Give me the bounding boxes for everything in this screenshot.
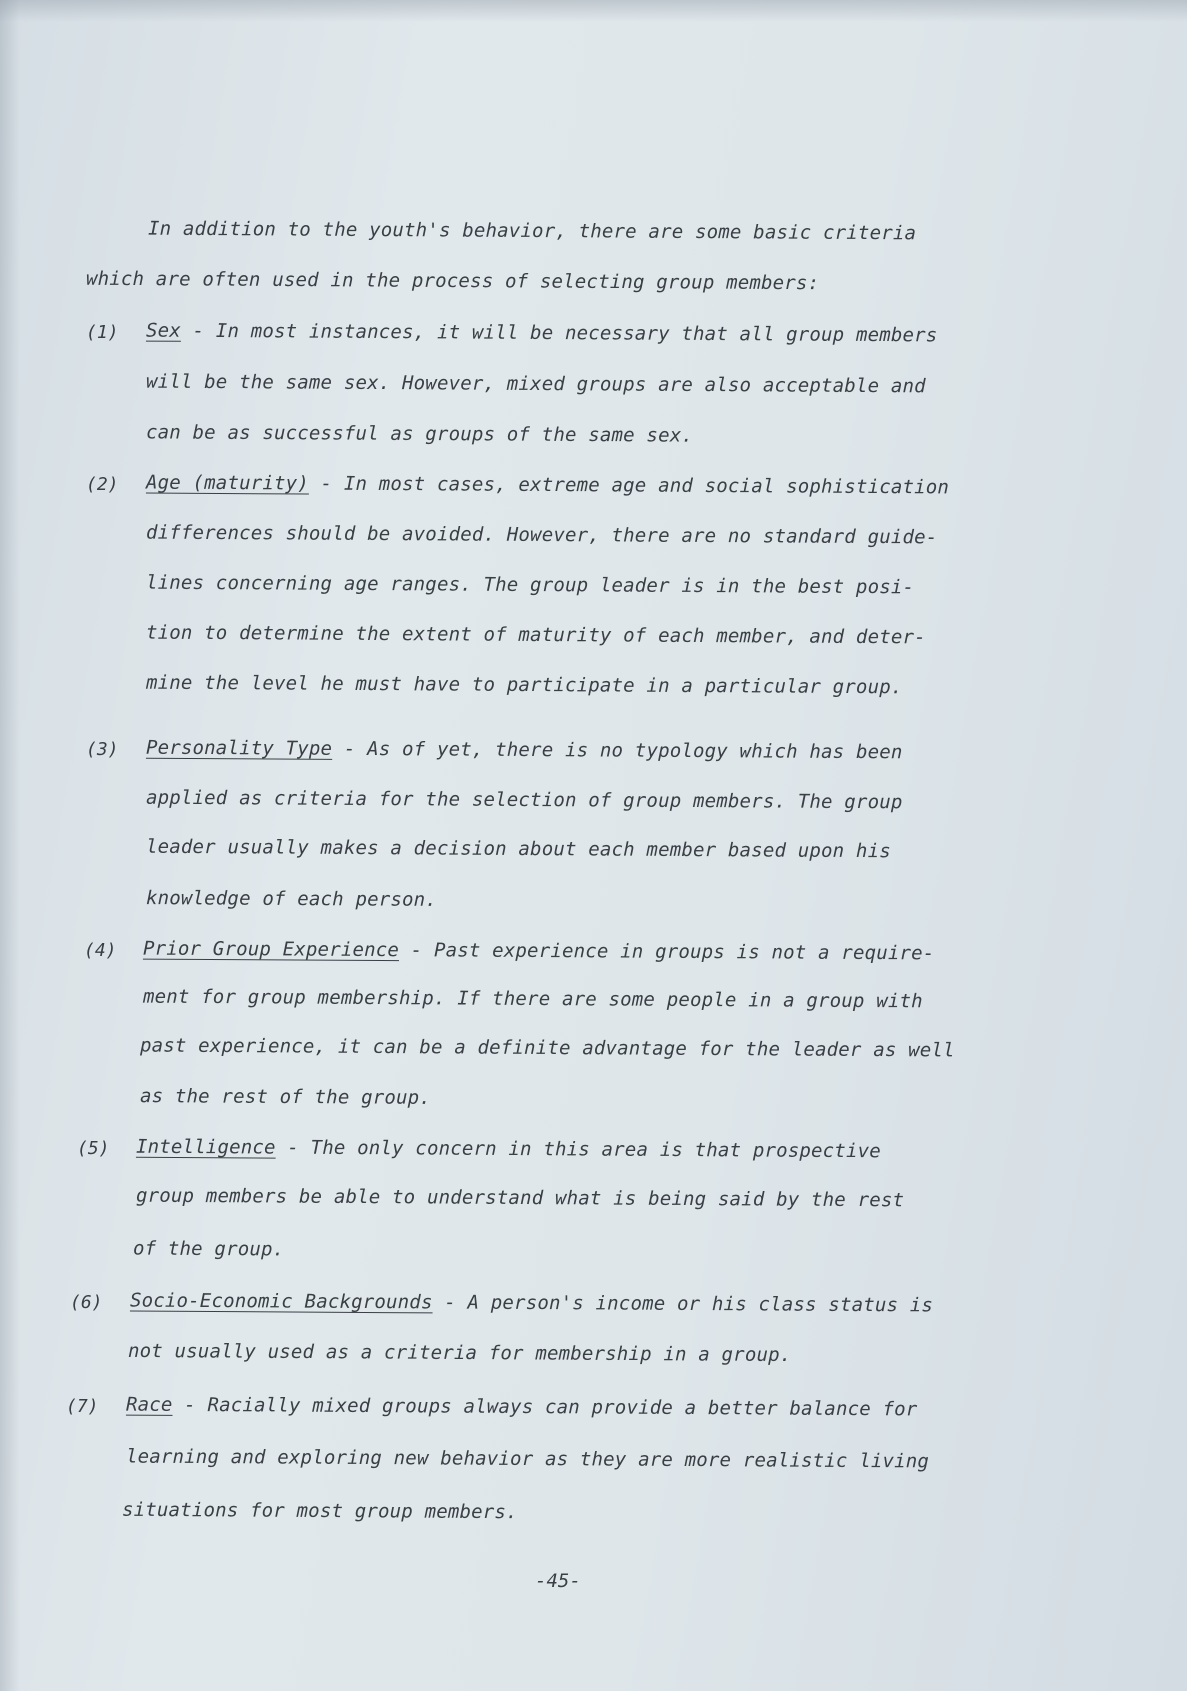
item-2-term: Age (maturity) <box>145 471 310 495</box>
item-4-term: Prior Group Experience <box>142 937 400 962</box>
item-5-number: (5) <box>77 1138 110 1159</box>
item-6-number: (6) <box>70 1292 103 1313</box>
item-2-first-rest: - In most cases, extreme age and social sophistication <box>308 472 950 499</box>
item-4-first-line <box>143 938 935 965</box>
page-shadow-left <box>0 0 20 1691</box>
item-7-line-2: learning and exploring new behavior as they are more realistic living <box>125 1445 930 1473</box>
item-2-line-5: mine the level he must have to participate in a particular group. <box>145 671 903 699</box>
item-1-line-2: will be the same sex. However, mixed groups are also acceptable and <box>145 370 926 398</box>
item-2-line-3: lines concerning age ranges. The group leader is in the best posi- <box>145 571 915 599</box>
item-1-term: Sex <box>145 319 181 342</box>
item-1-line-3: can be as successful as groups of the same sex. <box>145 421 694 447</box>
item-6-line-2: not usually used as a criteria for membership in a group. <box>127 1339 792 1367</box>
item-3-first-line <box>146 737 903 764</box>
item-7-first-rest: - Racially mixed groups always can provide a better balance for <box>172 1393 918 1421</box>
item-5-line-2: group members be able to understand what is being said by the rest <box>135 1184 905 1212</box>
item-5-first-line <box>136 1136 881 1163</box>
item-3-term: Personality Type <box>145 736 333 760</box>
item-5-first-rest: - The only concern in this area is that prospective <box>275 1136 881 1163</box>
item-2-first-line <box>146 472 949 499</box>
item-4-line-4: as the rest of the group. <box>139 1085 432 1109</box>
item-6-first-line <box>130 1290 933 1317</box>
intro-line-1: In addition to the youth's behavior, there are some basic criteria <box>147 217 917 245</box>
item-3-first-rest: - As of yet, there is no typology which has been <box>332 737 903 764</box>
item-4-line-2: ment for group membership. If there are some people in a group with <box>142 985 923 1013</box>
item-1-first-line <box>146 320 938 347</box>
item-4-first-rest: - Past experience in groups is not a require- <box>398 939 935 965</box>
item-1-first-rest: - In most instances, it will be necessary that all group members <box>180 319 938 347</box>
intro-line-2: which are often used in the process of selecting group members: <box>85 267 820 295</box>
item-3-line-3: leader usually makes a decision about each member based upon his <box>145 835 891 863</box>
item-3-number: (3) <box>86 739 119 760</box>
item-2-number: (2) <box>86 474 119 495</box>
item-7-number: (7) <box>66 1396 99 1417</box>
page-shadow-top <box>0 0 1187 22</box>
item-6-first-rest: - A person's income or his class status is <box>432 1291 934 1317</box>
item-5-line-3: of the group. <box>132 1237 285 1261</box>
item-7-line-3: situations for most group members. <box>121 1498 518 1524</box>
item-6-term: Socio-Economic Backgrounds <box>129 1289 433 1314</box>
item-4-number: (4) <box>84 940 117 961</box>
item-2-line-2: differences should be avoided. However, there are no standard guide- <box>145 521 938 549</box>
item-4-line-3: past experience, it can be a definite advantage for the leader as well <box>139 1034 955 1062</box>
item-5-term: Intelligence <box>135 1135 276 1159</box>
item-3-line-2: applied as criteria for the selection of group members. The group <box>145 786 903 814</box>
item-7-term: Race <box>125 1393 173 1416</box>
item-1-number: (1) <box>86 322 119 343</box>
item-3-line-4: knowledge of each person. <box>145 887 438 911</box>
page-number: -45- <box>535 1570 581 1592</box>
item-7-first-line <box>126 1394 918 1421</box>
item-2-line-4: tion to determine the extent of maturity of each member, and deter- <box>145 621 926 649</box>
